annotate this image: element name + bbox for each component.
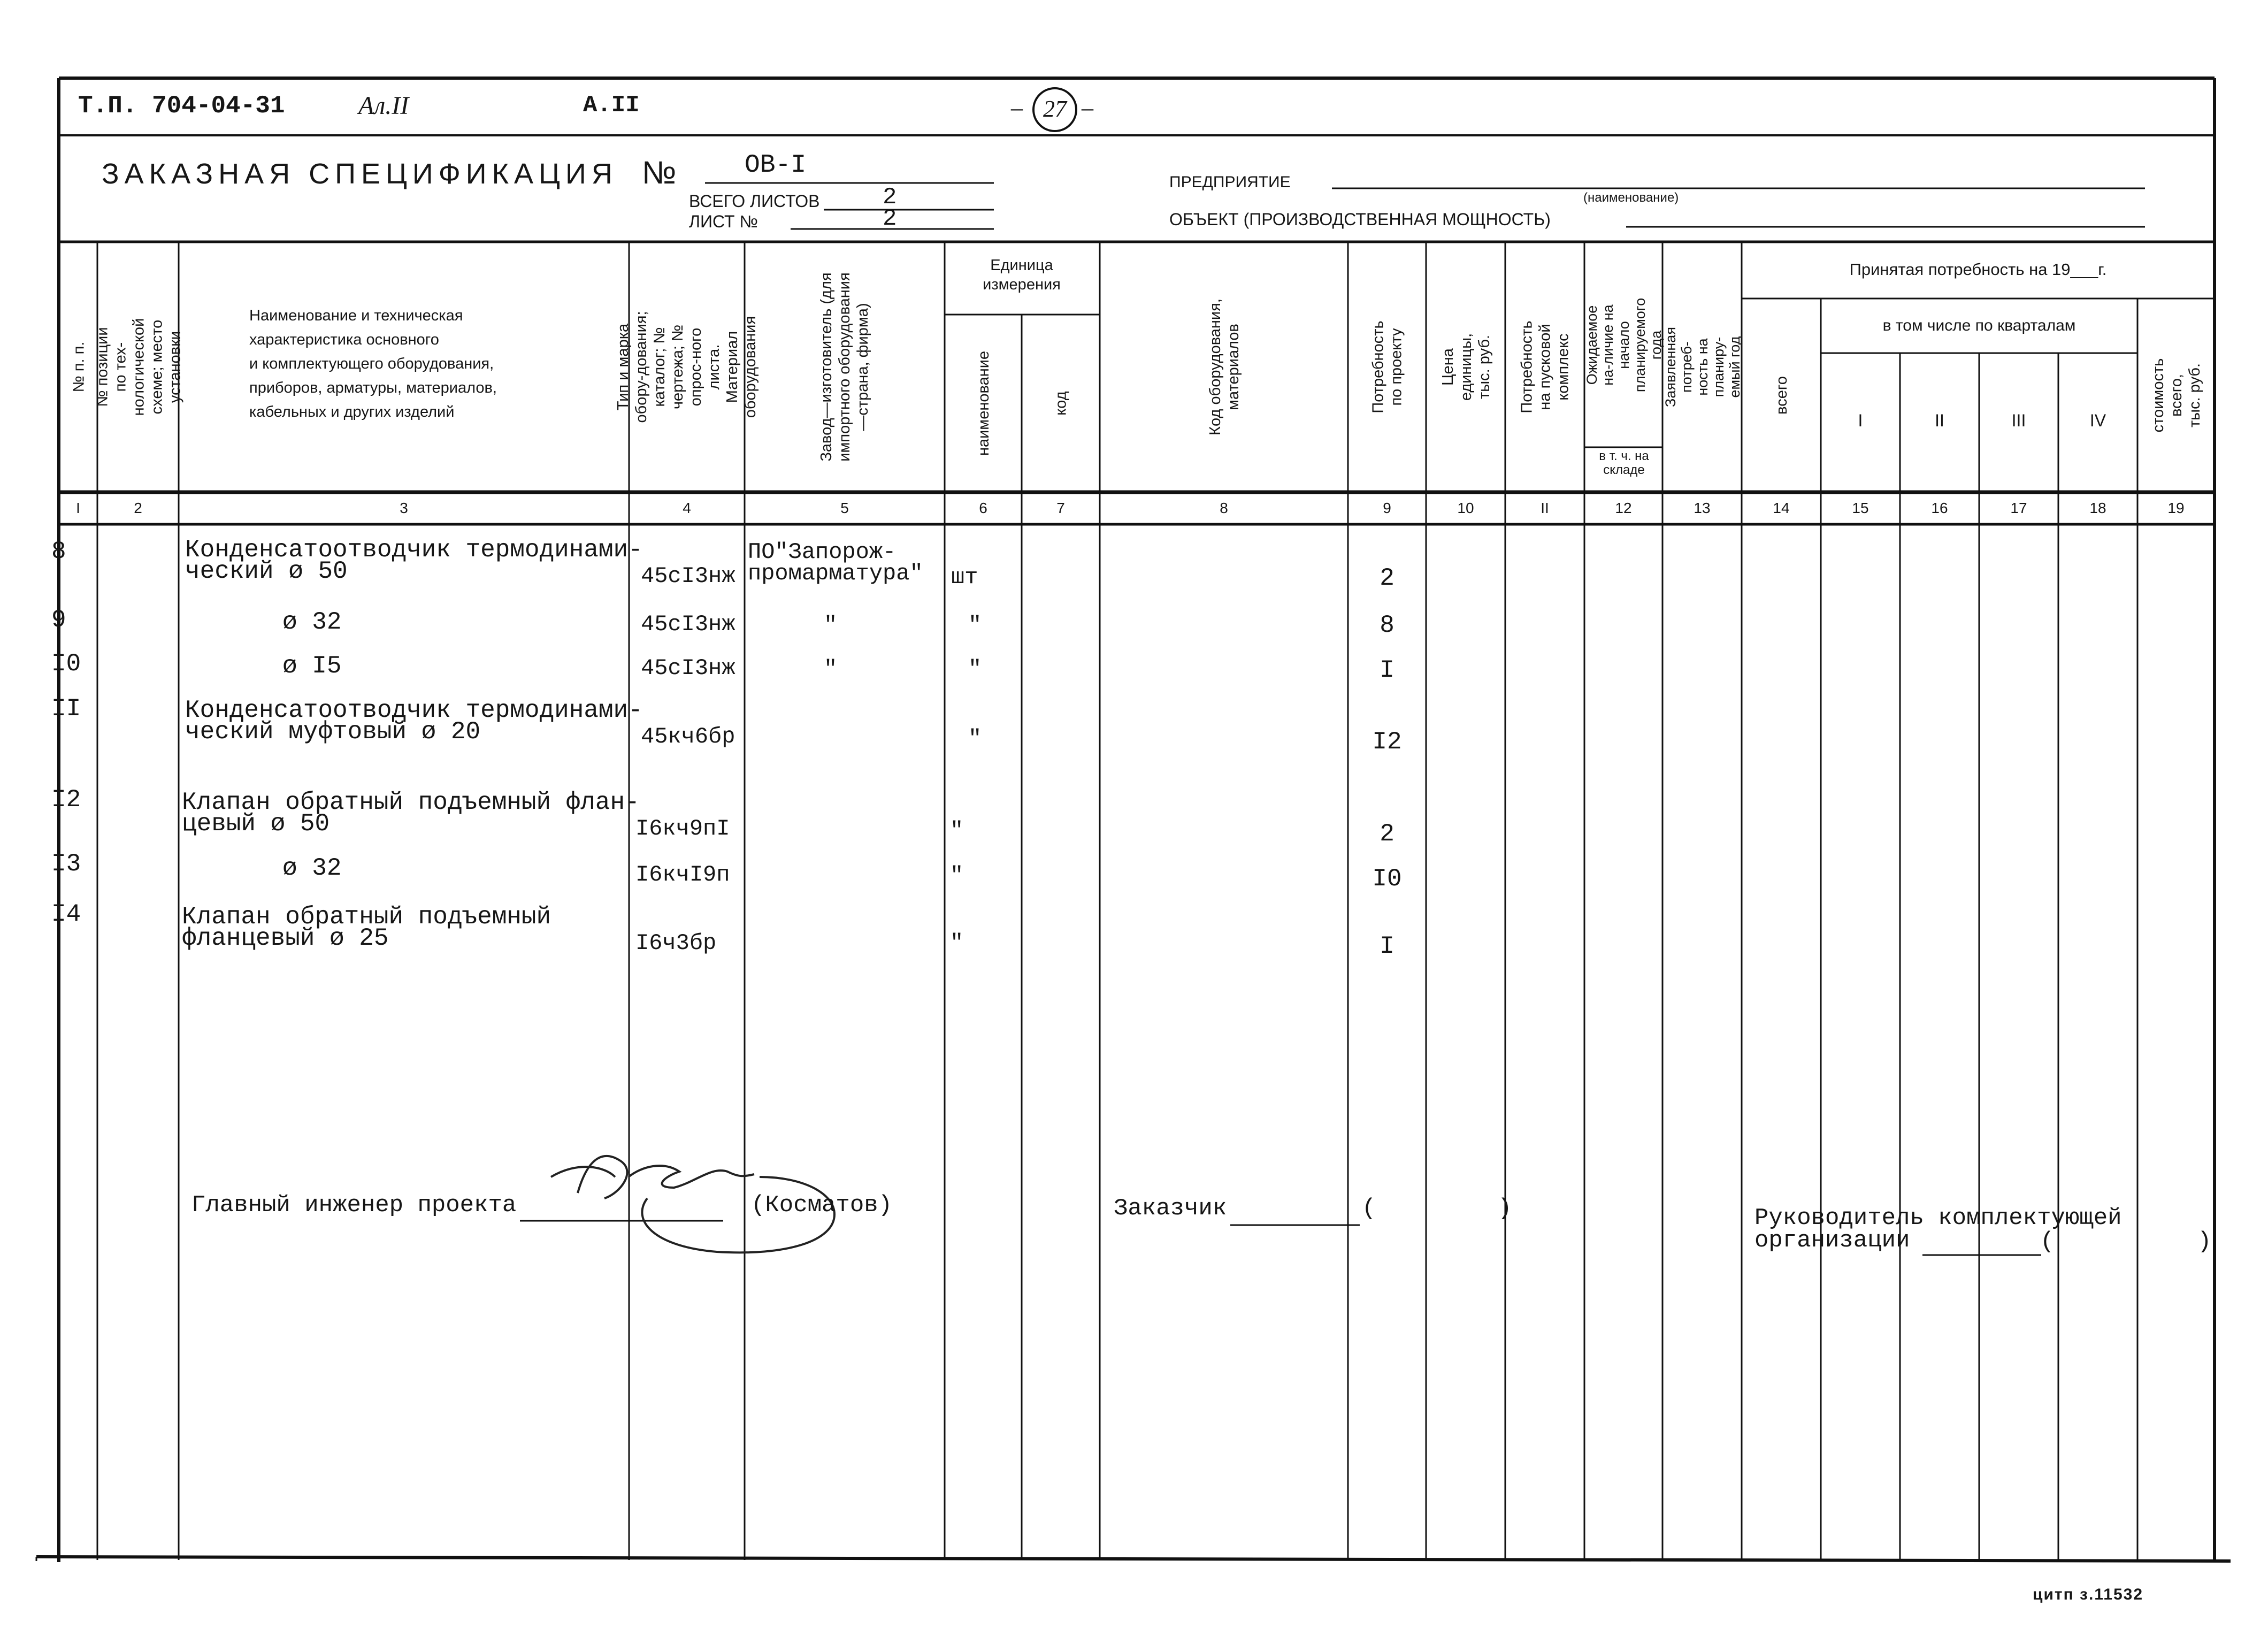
colnum-18: 18 bbox=[2089, 500, 2106, 516]
header-accepted-group: Принятая потребность на 19___г. bbox=[1849, 260, 2107, 279]
doc-heading: ЗАКАЗНАЯ СПЕЦИФИКАЦИЯ bbox=[102, 158, 618, 190]
colnum-1: I bbox=[76, 500, 80, 516]
row-type: 45сI3нж bbox=[641, 611, 735, 637]
row-number: I2 bbox=[51, 786, 81, 814]
album-label: Ал.II bbox=[358, 91, 409, 120]
supplier-paren-close: ) bbox=[2197, 1228, 2212, 1255]
colnum-16: 16 bbox=[1931, 500, 1948, 516]
row-qty: I0 bbox=[1372, 865, 1402, 893]
colnum-9: 9 bbox=[1383, 500, 1391, 516]
row-unit: " bbox=[950, 863, 964, 889]
row-name: Конденсатоотводчик термодинами- ческий муфтовый ø 20 bbox=[185, 697, 643, 746]
header-col6: наименование bbox=[975, 350, 993, 456]
row-type: 45сI3нж bbox=[641, 655, 735, 681]
header-q3: III bbox=[2011, 411, 2026, 430]
row-maker: ПО"Запорож- промарматура" bbox=[748, 539, 923, 586]
row-unit: " bbox=[968, 656, 982, 682]
row-number: 9 bbox=[51, 606, 66, 634]
row-maker: " bbox=[824, 656, 838, 682]
colnum-6: 6 bbox=[979, 500, 987, 516]
row-number: 8 bbox=[51, 538, 66, 565]
colnum-14: 14 bbox=[1773, 500, 1790, 516]
colnum-7: 7 bbox=[1056, 500, 1065, 516]
row-type: I6ч3бр bbox=[635, 930, 717, 956]
number-sign: № bbox=[642, 155, 677, 190]
colnum-8: 8 bbox=[1220, 500, 1228, 516]
header-col9: Потребность по проекту bbox=[1370, 320, 1406, 414]
colnum-13: 13 bbox=[1694, 500, 1711, 516]
row-name: Конденсатоотводчик термодинами- ческий ø 50 bbox=[185, 536, 643, 585]
row-unit: " bbox=[968, 726, 982, 752]
supplier-label-2: организации bbox=[1754, 1227, 1910, 1254]
colnum-11: II bbox=[1541, 500, 1549, 516]
header-q4: IV bbox=[2089, 411, 2106, 430]
header-col1: № п. п. bbox=[70, 341, 87, 393]
colnum-2: 2 bbox=[134, 500, 142, 516]
row-name: ø 32 bbox=[282, 608, 342, 636]
album-label-2: А.II bbox=[583, 92, 640, 119]
chief-engineer-name: (Косматов) bbox=[751, 1192, 893, 1219]
header-col2: № позиции по тех-нологической схеме; место установки bbox=[94, 318, 184, 416]
row-name: Клапан обратный подъемный фланцевый ø 25 bbox=[182, 903, 551, 952]
row-qty: I2 bbox=[1372, 728, 1402, 756]
header-col4: Тип и марка обору-дования; каталог; № чертежа; № опрос-ного листа. Материал оборудования bbox=[615, 311, 759, 423]
row-type: 45кч6бр bbox=[641, 724, 735, 749]
row-type: I6кч9пI bbox=[635, 816, 730, 842]
row-qty: I bbox=[1380, 932, 1394, 960]
row-number: I0 bbox=[51, 650, 81, 678]
header-col13: Заявленная потреб-ность на планиру-емый год bbox=[1662, 327, 1743, 407]
page-number: 27 bbox=[1043, 96, 1067, 122]
header-col11: Потребность на пусковой комплекс bbox=[1519, 320, 1573, 414]
header-col14: всего bbox=[1773, 376, 1790, 415]
row-number: I3 bbox=[51, 850, 81, 878]
header-col7: код bbox=[1053, 391, 1070, 416]
colnum-15: 15 bbox=[1852, 500, 1869, 516]
sheet-value: 2 bbox=[883, 205, 897, 232]
colnum-5: 5 bbox=[840, 500, 849, 516]
supplier-label-1: Руководитель комплектующей bbox=[1754, 1205, 2122, 1231]
header-q2: II bbox=[1935, 411, 1944, 430]
row-qty: 2 bbox=[1380, 564, 1394, 592]
colnum-17: 17 bbox=[2010, 500, 2027, 516]
colnum-4: 4 bbox=[683, 500, 691, 516]
total-sheets-label: ВСЕГО ЛИСТОВ bbox=[689, 192, 820, 211]
row-qty: 8 bbox=[1380, 611, 1394, 639]
header-col8: Код оборудования, материалов bbox=[1207, 299, 1242, 435]
sheet-label: ЛИСТ № bbox=[689, 212, 758, 231]
row-type: 45сI3нж bbox=[641, 563, 735, 589]
total-sheets-value: 2 bbox=[883, 184, 897, 211]
row-qty: 2 bbox=[1380, 820, 1394, 848]
row-unit: " bbox=[968, 613, 982, 638]
row-unit: шт bbox=[951, 564, 978, 590]
row-unit: " bbox=[950, 930, 964, 956]
header-col3: Наименование и техническая характеристика основного и комплектующего оборудования, приборов, арматуры, материалов, кабельных и других изделий bbox=[249, 307, 497, 420]
name-hint: (наименование) bbox=[1583, 190, 1679, 205]
row-qty: I bbox=[1380, 656, 1394, 684]
header-col5: Завод—изготовитель (для импортного оборудования —страна, фирма) bbox=[818, 272, 871, 462]
row-unit: " bbox=[950, 818, 964, 844]
colnum-19: 19 bbox=[2167, 500, 2185, 516]
row-name: Клапан обратный подъемный флан- цевый ø 50 bbox=[182, 789, 640, 838]
footer-stamp: цитп з.11532 bbox=[2033, 1586, 2144, 1603]
header-unit-group: Единица измерения bbox=[983, 257, 1061, 293]
enterprise-label: ПРЕДПРИЯТИЕ bbox=[1169, 173, 1291, 191]
header-col12: Ожидаемое на-личие на начало планируемого года bbox=[1584, 297, 1664, 393]
row-maker: " bbox=[824, 613, 838, 638]
customer-label: Заказчик bbox=[1114, 1195, 1227, 1222]
header-q1: I bbox=[1858, 411, 1863, 430]
customer-paren-open: ( bbox=[1362, 1195, 1376, 1222]
spec-number: ОВ-I bbox=[745, 151, 807, 180]
colnum-3: 3 bbox=[400, 500, 408, 516]
row-name: ø 32 bbox=[282, 854, 342, 882]
row-type: I6кчI9п bbox=[635, 862, 730, 888]
header-col10: Цена единицы, тыс. руб. bbox=[1439, 333, 1493, 401]
header-quarters-group: в том числе по кварталам bbox=[1882, 317, 2076, 334]
colnum-10: 10 bbox=[1457, 500, 1474, 516]
chief-engineer-label: Главный инженер проекта bbox=[191, 1192, 517, 1219]
doc-code: Т.П. 704-04-31 bbox=[78, 92, 285, 120]
colnum-12: 12 bbox=[1615, 500, 1632, 516]
row-number: I4 bbox=[51, 900, 81, 928]
object-label: ОБЪЕКТ (ПРОИЗВОДСТВЕННАЯ МОЩНОСТЬ) bbox=[1169, 210, 1551, 229]
row-name: ø I5 bbox=[282, 652, 342, 680]
customer-paren-close: ) bbox=[1498, 1195, 1512, 1222]
supplier-paren-open: ( bbox=[2040, 1228, 2055, 1255]
header-col19: стоимость всего, тыс. руб. bbox=[2150, 358, 2203, 433]
row-number: II bbox=[51, 695, 81, 723]
header-col12-sub: в т. ч. на складе bbox=[1599, 449, 1649, 477]
